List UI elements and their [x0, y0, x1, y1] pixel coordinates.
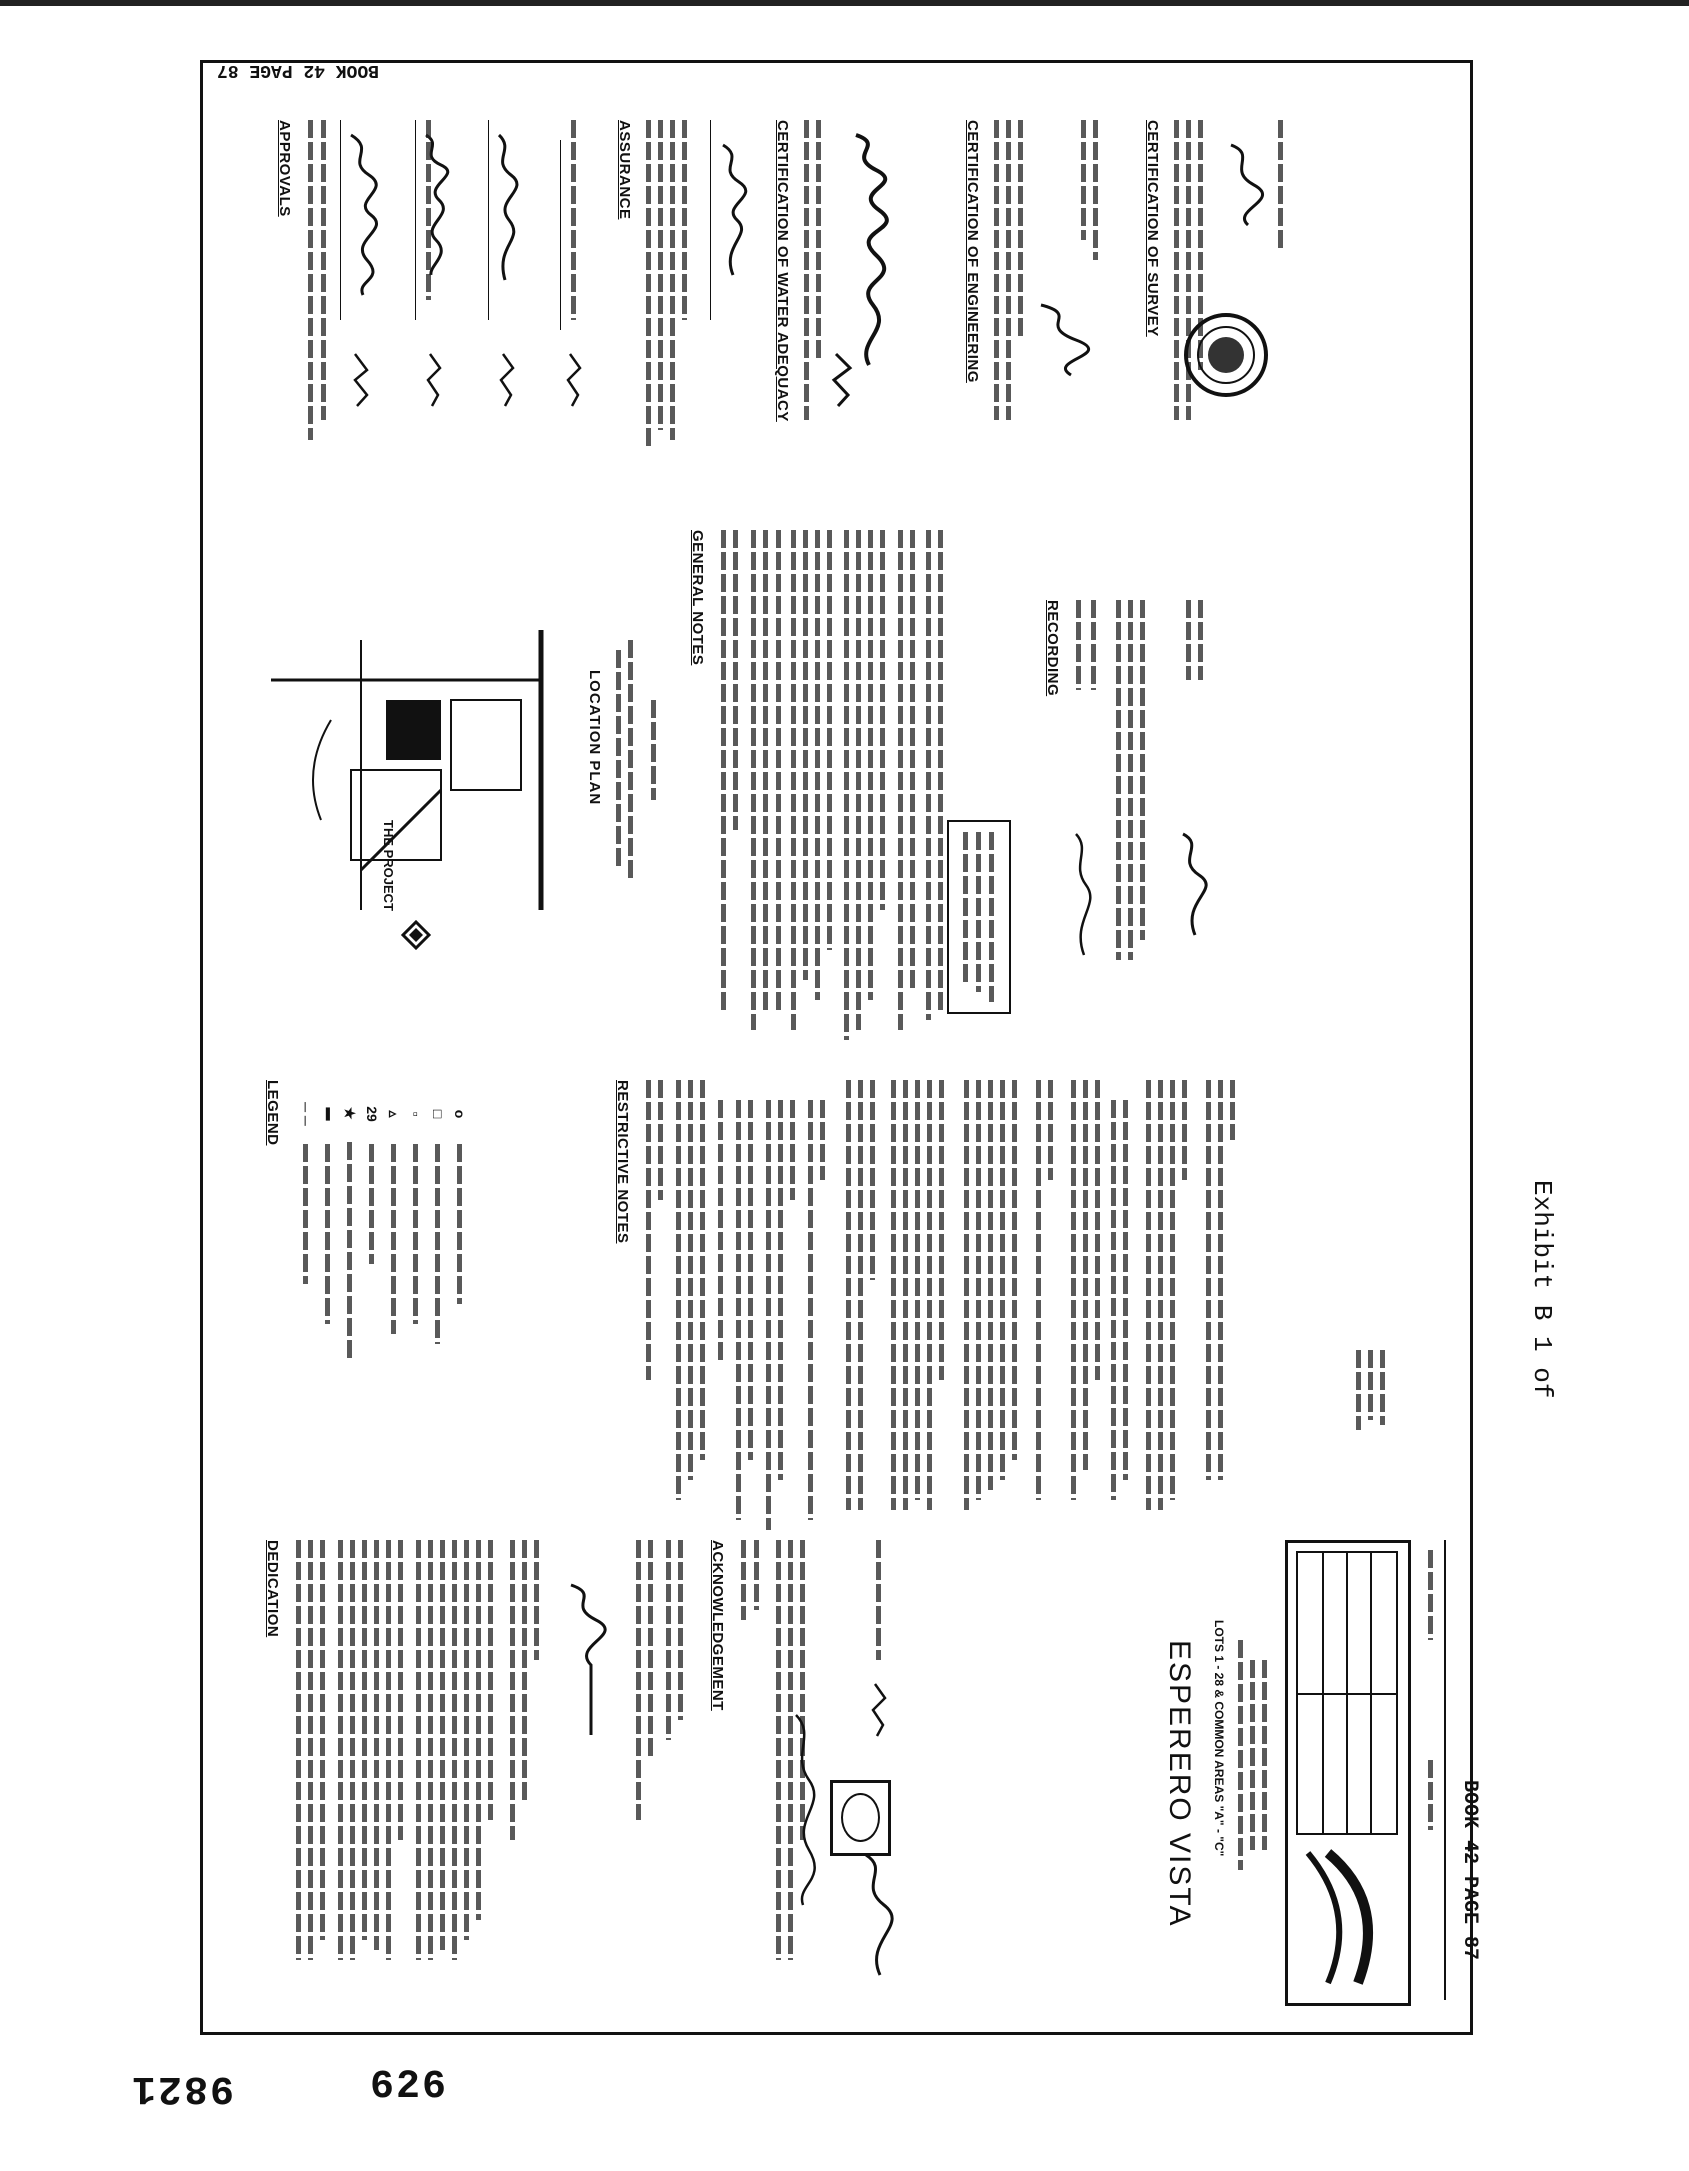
- approvals-heading: APPROVALS: [276, 120, 293, 217]
- book-page-stamp-top: BOOK 42 PAGE 87: [216, 60, 380, 80]
- signature-engineering: [1031, 300, 1091, 380]
- legend-heading: LEGEND: [264, 1080, 281, 1146]
- signature-water: [841, 130, 891, 370]
- exhibit-label: Exhibit B 1 of: [1527, 1180, 1557, 1399]
- signature-assurance: [711, 140, 751, 280]
- signature-engineer: [411, 130, 451, 280]
- notary-stamp: [830, 1780, 891, 1856]
- surveyor-seal: [1181, 310, 1271, 400]
- signature-notary: [851, 1850, 896, 1980]
- document-number: 9821: [130, 2065, 235, 2110]
- north-arrow-icon: [401, 920, 431, 950]
- legend-symbol: ▵: [386, 1110, 403, 1118]
- assurance-heading: ASSURANCE: [616, 120, 633, 220]
- recording-heading: RECORDING: [1044, 600, 1061, 697]
- page-number: 626: [370, 2065, 449, 2110]
- signature-dedication: [561, 1580, 611, 1740]
- location-plan-map: [261, 620, 561, 920]
- legend-symbol: □: [430, 1109, 446, 1119]
- legend-symbol: 29: [364, 1106, 380, 1122]
- the-project-label: THE PROJECT: [381, 820, 396, 912]
- rotated-plat-sheet: [208, 60, 1557, 2035]
- plat-title: ESPERERO VISTA: [1163, 1640, 1196, 1928]
- plat-subtitle: LOTS 1 - 28 & COMMON AREAS "A" - "C": [1212, 1620, 1226, 1857]
- water-adequacy-heading: CERTIFICATION OF WATER ADEQUACY: [774, 120, 791, 422]
- dedication-heading: DEDICATION: [264, 1540, 281, 1638]
- legend-symbol: o: [452, 1109, 468, 1119]
- title-block-table: [1285, 1540, 1411, 2006]
- general-notes-heading: GENERAL NOTES: [689, 530, 706, 666]
- signature-survey: [1221, 140, 1266, 230]
- legend-list: o □ ▫ ▵ 29 ★ ━ ─ ─: [295, 1100, 471, 1360]
- survey-heading: CERTIFICATION OF SURVEY: [1144, 120, 1161, 337]
- legend-symbol: ▫: [408, 1111, 424, 1117]
- scan-edge: [0, 0, 1689, 6]
- engineering-heading: CERTIFICATION OF ENGINEERING: [964, 120, 981, 383]
- book-page-stamp-bottom: BOOK 42 PAGE 87: [1458, 1780, 1481, 1961]
- firm-logo-icon: [1298, 1843, 1398, 1993]
- date-mark: [349, 350, 373, 410]
- signature-planner: [485, 130, 521, 290]
- legend-symbol: ★: [342, 1106, 359, 1120]
- location-plan-title: LOCATION PLAN: [586, 670, 603, 806]
- restrictive-notes-heading: RESTRICTIVE NOTES: [614, 1080, 631, 1244]
- signature-clerk: [341, 130, 381, 300]
- notice-box: [947, 820, 1011, 1014]
- signature-recorder: [1171, 830, 1211, 940]
- acknowledgement-heading: ACKNOWLEDGEMENT: [709, 1540, 726, 1711]
